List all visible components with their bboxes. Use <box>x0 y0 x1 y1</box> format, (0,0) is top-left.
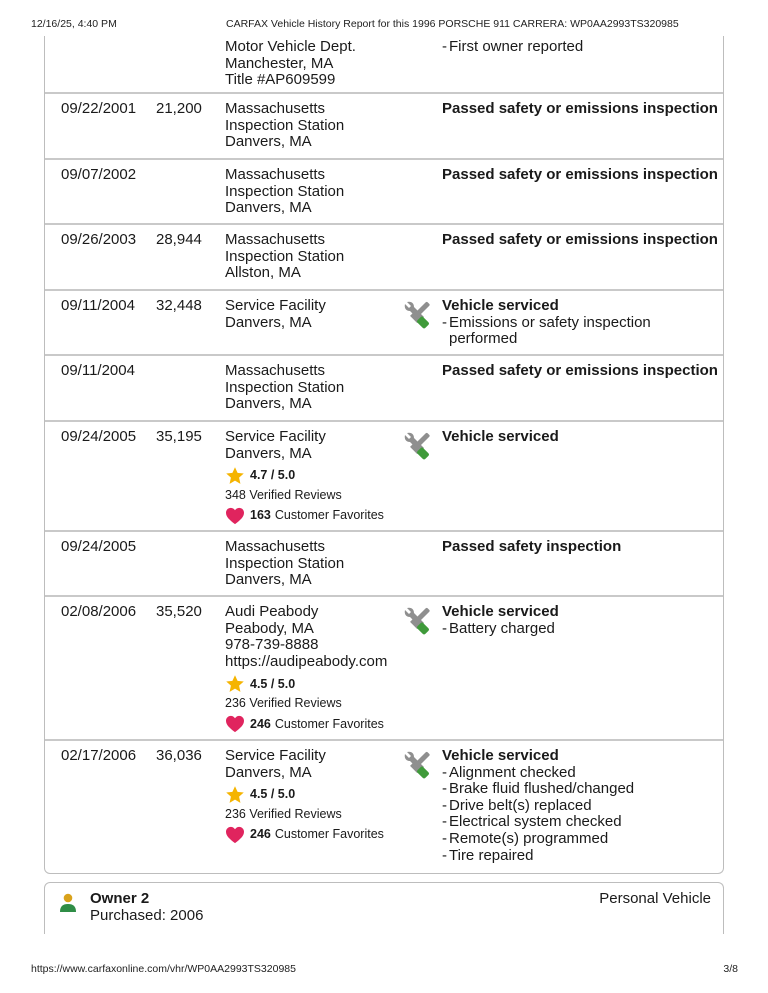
record-odometer: 35,520 <box>156 603 202 620</box>
source-line: Danvers, MA <box>225 763 312 781</box>
print-date: 12/16/25, 4:40 PM <box>31 18 117 30</box>
bullet-text: First owner reported <box>449 38 584 55</box>
wrench-screwdriver-icon <box>402 749 432 779</box>
record-details <box>442 298 722 348</box>
bullet-text: Emissions or safety inspection <box>449 313 651 331</box>
star-icon <box>225 674 245 694</box>
customer-favorites <box>225 714 425 734</box>
rating-row <box>225 465 425 486</box>
record-date: 02/08/2006 <box>61 603 137 620</box>
detail-bullet <box>442 331 722 348</box>
owner-vehicle-type: Personal Vehicle <box>599 890 711 907</box>
record-odometer: 36,036 <box>156 747 202 764</box>
source-line: Service Facility <box>225 428 326 445</box>
record-source <box>225 429 425 526</box>
source-line: Massachusetts <box>225 231 326 248</box>
source-line: Danvers, MA <box>225 133 312 151</box>
record-details <box>442 539 722 556</box>
bullet-dash: - <box>442 813 447 831</box>
detail-bullet <box>442 621 722 638</box>
detail-title: Passed safety or emissions inspection <box>442 231 718 248</box>
favorites-count: 163 <box>250 508 271 523</box>
record-details <box>442 232 722 249</box>
heart-icon <box>225 507 245 525</box>
source-line: Inspection Station <box>225 554 345 572</box>
record-date: 02/17/2006 <box>61 747 137 764</box>
rating-row <box>225 784 425 805</box>
bullet-text: performed <box>449 330 518 348</box>
source-line: 978-739-8888 <box>225 636 319 654</box>
record-source <box>225 363 425 413</box>
history-record-row <box>45 36 723 94</box>
bullet-dash: - <box>442 780 447 798</box>
bullet-dash: - <box>442 796 447 814</box>
star-icon <box>225 466 245 486</box>
record-odometer: 21,200 <box>156 100 202 117</box>
source-line: Manchester, MA <box>225 54 334 72</box>
verified-reviews: 348 Verified Reviews <box>225 488 342 503</box>
source-line: https://audipeabody.com <box>225 652 388 670</box>
record-source <box>225 604 425 734</box>
source-line: Danvers, MA <box>225 395 312 413</box>
detail-bullet <box>442 39 722 56</box>
detail-bullet <box>442 765 722 782</box>
detail-title: Passed safety or emissions inspection <box>442 166 718 183</box>
wrench-screwdriver-icon <box>402 430 432 460</box>
source-line: Danvers, MA <box>225 444 312 462</box>
verified-reviews: 236 Verified Reviews <box>225 807 342 822</box>
owner-person-icon <box>59 893 77 913</box>
detail-title: Vehicle serviced <box>442 603 559 620</box>
favorites-count: 246 <box>250 827 271 842</box>
record-source <box>225 748 425 845</box>
record-date: 09/24/2005 <box>61 538 137 555</box>
bullet-text: Drive belt(s) replaced <box>449 796 592 814</box>
detail-title: Passed safety inspection <box>442 538 622 555</box>
bullet-dash: - <box>442 829 447 847</box>
bullet-text: Brake fluid flushed/changed <box>449 780 635 798</box>
verified-reviews: 236 Verified Reviews <box>225 696 342 711</box>
print-footer <box>0 963 768 977</box>
owner-title: Owner 2 <box>90 890 150 907</box>
history-record-row <box>45 160 723 225</box>
bullet-text: Tire repaired <box>449 846 534 864</box>
source-line: Massachusetts <box>225 538 326 555</box>
bullet-dash: - <box>442 38 447 55</box>
source-line: Inspection Station <box>225 378 345 396</box>
page-number: 3/8 <box>723 963 738 975</box>
history-record-row <box>45 94 723 160</box>
record-source <box>225 539 425 589</box>
history-records-table <box>44 36 724 874</box>
source-line: Motor Vehicle Dept. <box>225 38 356 55</box>
source-line: Inspection Station <box>225 247 345 265</box>
source-line: Inspection Station <box>225 116 345 134</box>
source-line: Audi Peabody <box>225 603 319 620</box>
star-icon <box>225 785 245 805</box>
owner-purchased: Purchased: 2006 <box>90 907 204 924</box>
source-line: Inspection Station <box>225 182 345 200</box>
record-details <box>442 363 722 380</box>
record-details <box>442 604 722 637</box>
source-line: Danvers, MA <box>225 571 312 589</box>
wrench-screwdriver-icon <box>402 605 432 635</box>
history-record-row <box>45 597 723 741</box>
source-line: Peabody, MA <box>225 619 314 637</box>
detail-title: Passed safety or emissions inspection <box>442 362 718 379</box>
print-url: https://www.carfaxonline.com/vhr/WP0AA2993TS320985 <box>31 963 296 975</box>
record-details <box>442 748 722 864</box>
source-line: Danvers, MA <box>225 199 312 217</box>
favorites-label: Customer Favorites <box>274 508 384 523</box>
detail-bullet <box>442 798 722 815</box>
history-record-row <box>45 422 723 532</box>
record-date: 09/07/2002 <box>61 166 137 183</box>
record-details <box>442 429 722 446</box>
history-record-row <box>45 532 723 597</box>
rating-value: 4.7 / 5.0 <box>250 468 296 483</box>
detail-bullet <box>442 831 722 848</box>
history-record-row <box>45 356 723 422</box>
record-date: 09/22/2001 <box>61 100 137 117</box>
history-record-row <box>45 291 723 356</box>
source-line: Massachusetts <box>225 166 326 183</box>
bullet-dash: - <box>442 846 447 864</box>
source-line: Massachusetts <box>225 100 326 117</box>
source-line: Title #AP609599 <box>225 71 336 89</box>
record-odometer: 28,944 <box>156 231 202 248</box>
heart-icon <box>225 715 245 733</box>
detail-title: Vehicle serviced <box>442 297 559 314</box>
detail-title: Passed safety or emissions inspection <box>442 100 718 117</box>
source-line: Danvers, MA <box>225 313 312 331</box>
print-title: CARFAX Vehicle History Report for this 1996 PORSCHE 911 CARRERA: WP0AA2993TS320985 <box>226 18 679 30</box>
history-record-row <box>45 225 723 291</box>
rating-value: 4.5 / 5.0 <box>250 787 296 802</box>
source-line: Service Facility <box>225 297 326 314</box>
record-details <box>442 39 722 56</box>
record-date: 09/11/2004 <box>61 297 135 314</box>
detail-bullet <box>442 781 722 798</box>
record-date: 09/11/2004 <box>61 362 135 379</box>
detail-bullet <box>442 848 722 865</box>
record-source <box>225 39 425 89</box>
source-line: Allston, MA <box>225 264 301 282</box>
print-header <box>0 18 768 32</box>
history-record-row <box>45 741 723 873</box>
bullet-text: Remote(s) programmed <box>449 829 609 847</box>
heart-icon <box>225 826 245 844</box>
favorites-count: 246 <box>250 716 271 731</box>
bullet-dash: - <box>442 313 447 331</box>
record-odometer: 32,448 <box>156 297 202 314</box>
bullet-text: Battery charged <box>449 619 555 637</box>
record-odometer: 35,195 <box>156 428 202 445</box>
record-details <box>442 101 722 118</box>
detail-bullet <box>442 814 722 831</box>
detail-title: Vehicle serviced <box>442 428 559 445</box>
detail-title: Vehicle serviced <box>442 747 559 764</box>
record-details <box>442 167 722 184</box>
bullet-text: Alignment checked <box>449 763 576 781</box>
wrench-screwdriver-icon <box>402 299 432 329</box>
favorites-label: Customer Favorites <box>274 827 384 842</box>
bullet-dash: - <box>442 619 447 637</box>
detail-bullet <box>442 315 722 332</box>
source-line: Massachusetts <box>225 362 326 379</box>
bullet-dash: - <box>442 763 447 781</box>
record-source <box>225 167 425 217</box>
rating-value: 4.5 / 5.0 <box>250 676 296 691</box>
bullet-text: Electrical system checked <box>449 813 622 831</box>
record-date: 09/26/2003 <box>61 231 137 248</box>
favorites-label: Customer Favorites <box>274 716 384 731</box>
record-date: 09/24/2005 <box>61 428 137 445</box>
source-line: Service Facility <box>225 747 326 764</box>
rating-row <box>225 673 425 694</box>
customer-favorites <box>225 825 425 845</box>
owner-section <box>44 882 724 934</box>
record-source <box>225 101 425 151</box>
record-source <box>225 298 425 331</box>
customer-favorites <box>225 506 425 526</box>
record-source <box>225 232 425 282</box>
